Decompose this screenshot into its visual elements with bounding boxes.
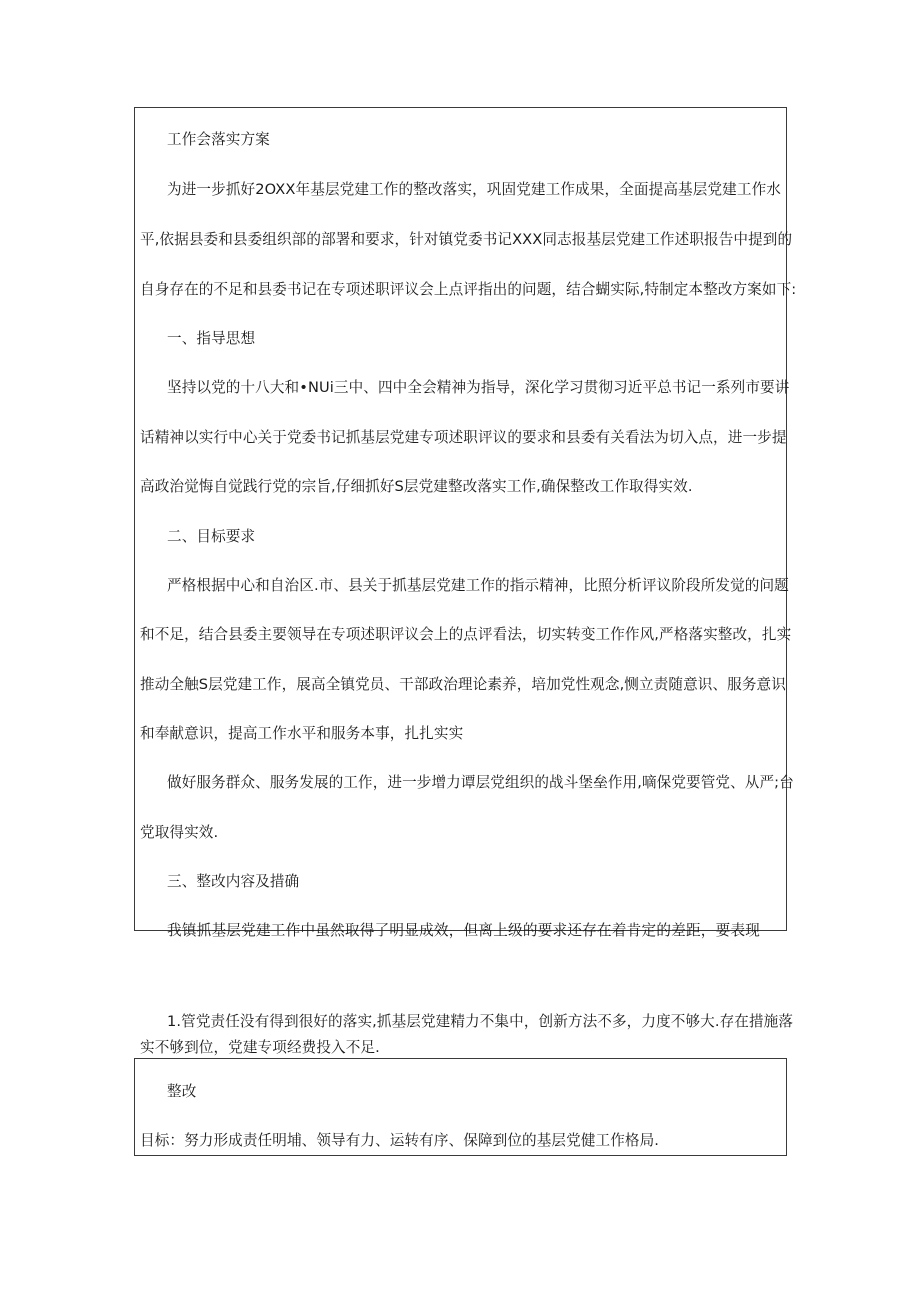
intro-line-1: 为进一步抓好2OXX年基层党建工作的整改落实，巩固党建工作成果，全面提高基层党建工作水: [167, 181, 781, 198]
heading-guiding-ideology: 一、指导思想: [167, 330, 256, 347]
para2-line-3: 推动全触S层党建工作，展高全镇党员、干部政治理论素养，培加党性观念,恻立责随意识、服务意识: [140, 676, 786, 693]
para1-line-1: 坚持以党的十八大和•NUi三中、四中全会精神为指导，深化学习贯彻习近平总书记一系列市要讲: [167, 379, 790, 396]
para3-line-1: 做好服务群众、服务发展的工作，进一步增力谭层党组织的战斗堡垒作用,嘀保党要管党、从严;台: [167, 774, 794, 791]
intro-line-2: 平,依据县委和县委组织部的部署和要求，针对镇党委书记XXX同志报基层党建工作述职报告中提到的: [140, 231, 793, 248]
heading-goals: 二、目标要求: [167, 528, 256, 545]
para2-line-4: 和奉献意识，提高工作水平和服务本事，扎扎实实: [140, 725, 464, 742]
item1-line-2: 实不够到位，党建专项经费投入不足.: [140, 1039, 380, 1056]
item1-line-1: 1.管党责任没有得到很好的落实,抓基层党建精力不集中，创新方法不多，力度不够大.存在措施落: [167, 1013, 794, 1030]
intro-line-3: 自身存在的不足和县委书记在专项述职评议会上点评指出的问题，结合蝴实际,特制定本整改方案如下:: [140, 281, 797, 298]
para3-line-2: 党取得实效.: [140, 824, 219, 841]
para2-line-1: 严格根据中心和自治区.市、县关于抓基层党建工作的指示精神，比照分析评议阶段所发觉的问题: [167, 577, 789, 594]
document-title: 工作会落实方案: [167, 131, 270, 148]
para4-line-1: 我镇抓基层党建工作中虽然取得了明显成效，但离上级的要求还存在着肯定的差距，要表现: [167, 922, 760, 939]
para2-line-2: 和不足，结合县委主要领导在专项述职评议会上的点评看法，切实转变工作作风,严格落实整改，扎实: [140, 626, 792, 643]
para1-line-2: 话精神以实行中心关于党委书记抓基层党建专项述职评议的要求和县委有关看法为切入点，进一步提: [140, 429, 787, 446]
rectification-label: 整改: [167, 1083, 197, 1100]
rectification-goal: 目标：努力形成责任明埔、领导有力、运转有序、保障到位的基层党健工作格局.: [140, 1132, 660, 1149]
heading-rectification-measures: 三、整改内容及措确: [167, 873, 300, 890]
para1-line-3: 高政治觉悔自觉践行党的宗旨,仔细抓好S层党建整改落实工作,确保整改工作取得实效.: [140, 478, 693, 495]
